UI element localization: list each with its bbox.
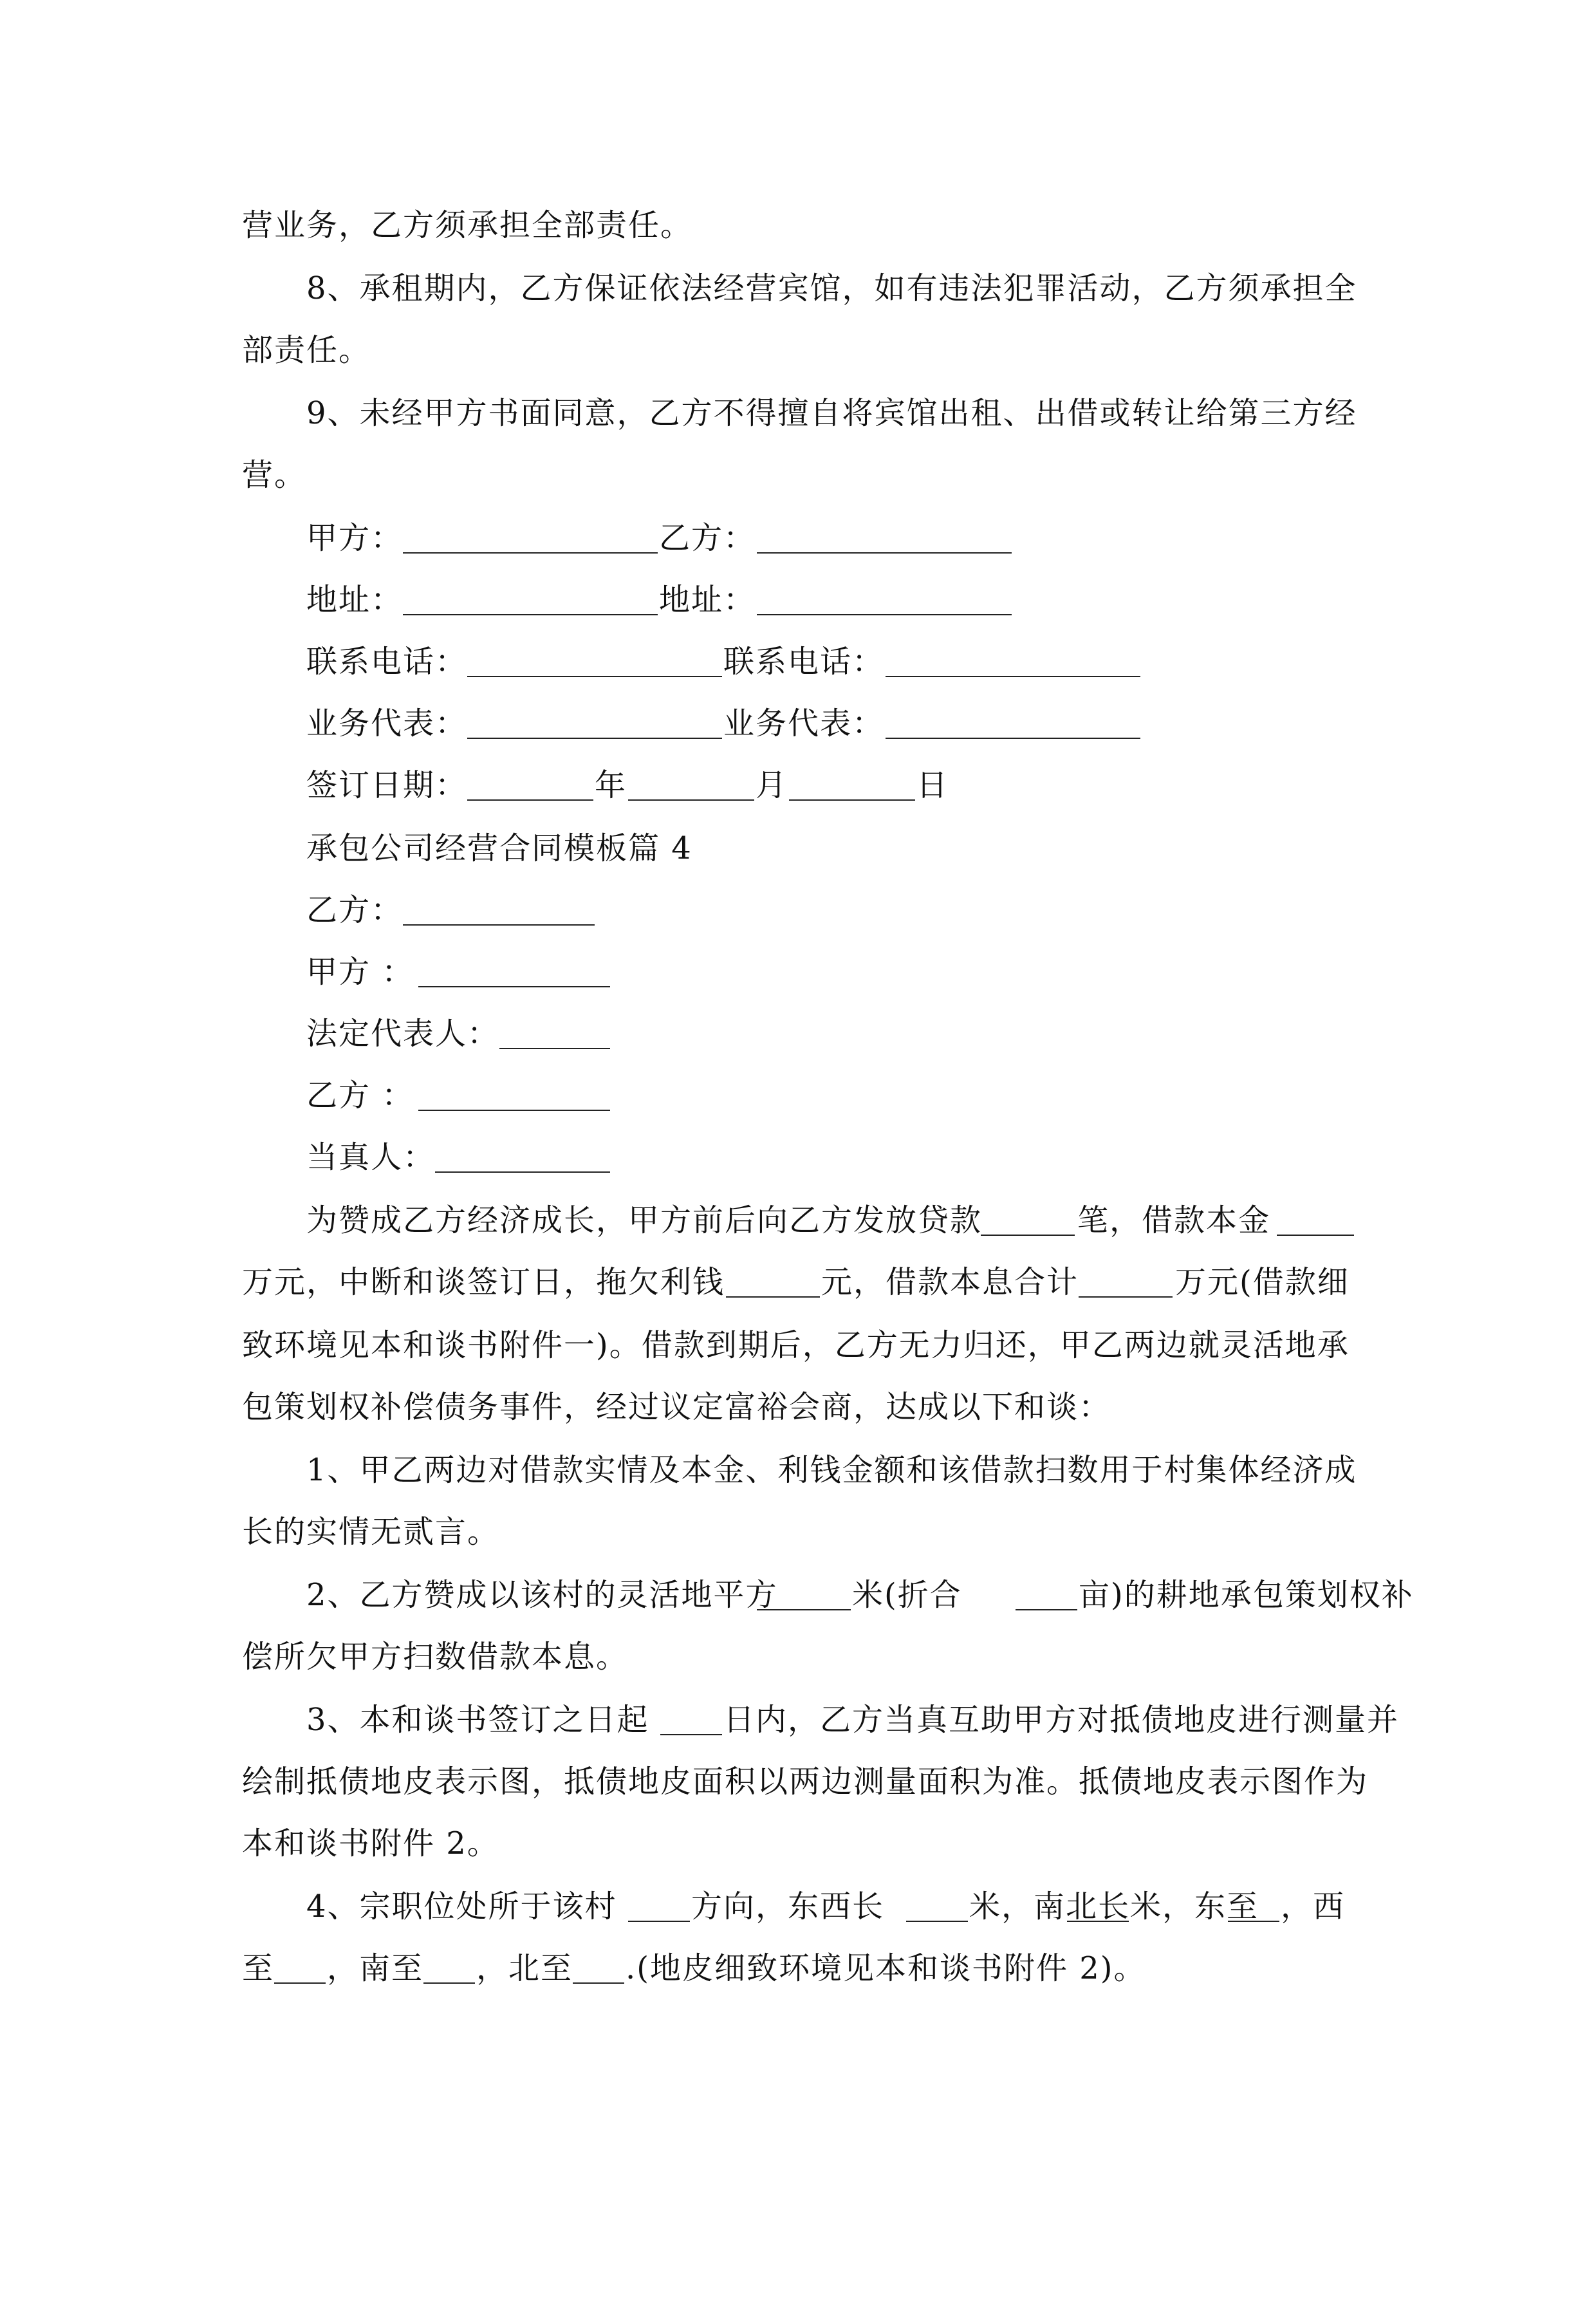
- text-line: [242, 206, 692, 245]
- signature-address-row: [306, 581, 1207, 619]
- phone-b-label: 联系电话：: [723, 644, 885, 680]
- clause-8: [306, 269, 1357, 308]
- month-label: 月: [756, 767, 788, 803]
- text: 米(折合: [852, 1577, 962, 1613]
- party-row: [306, 1076, 692, 1115]
- text: 万元，中断和谈签订日，拖欠利钱: [242, 1264, 725, 1300]
- text: 米，南北长: [969, 1888, 1131, 1925]
- text: 1、甲乙两边对借款实情及本金、利钱金额和该借款扫数用于村集体经济成: [306, 1452, 1357, 1488]
- text-line: [242, 1513, 499, 1551]
- text: 方向，东西长: [691, 1888, 885, 1925]
- direction-blank[interactable]: [628, 1892, 690, 1922]
- party-label: 甲方 ：: [306, 954, 414, 990]
- phone-a-label: 联系电话：: [306, 644, 468, 680]
- text: 本和谈书附件 2。: [242, 1825, 499, 1861]
- party-blank[interactable]: [403, 896, 595, 926]
- text-line: [242, 1824, 499, 1863]
- text-line: [242, 1326, 1350, 1365]
- text: 营。: [242, 457, 307, 493]
- item-4: [306, 1887, 1355, 1926]
- area-blank[interactable]: [757, 1581, 851, 1610]
- year-label: 年: [595, 767, 627, 803]
- party-blank[interactable]: [418, 958, 610, 987]
- east-blank[interactable]: [1228, 1892, 1279, 1922]
- party-label: 当真人：: [306, 1139, 436, 1175]
- clause-9: [306, 394, 1357, 433]
- count-blank[interactable]: [981, 1206, 1075, 1236]
- party-blank[interactable]: [499, 1020, 610, 1049]
- party-blank[interactable]: [435, 1143, 610, 1173]
- party-row: [306, 1138, 692, 1177]
- text: 致环境见本和谈书附件一)。借款到期后，乙方无力归还，甲乙两边就灵活地承: [242, 1327, 1350, 1363]
- west-blank[interactable]: [274, 1954, 326, 1984]
- party-row: [306, 953, 692, 991]
- text: 至: [242, 1950, 275, 1986]
- party-label: 法定代表人：: [306, 1016, 500, 1052]
- principal-blank[interactable]: [1277, 1206, 1354, 1236]
- day-label: 日: [916, 767, 949, 803]
- text: 包策划权补偿债务事件，经过议定富裕会商，达成以下和谈：: [242, 1389, 1111, 1425]
- text: 偿所欠甲方扫数借款本息。: [242, 1639, 629, 1675]
- text: 8、承租期内，乙方保证依法经营宾馆，如有违法犯罪活动，乙方须承担全: [306, 270, 1357, 306]
- ew-length-blank[interactable]: [906, 1892, 968, 1922]
- text: 承包公司经营合同模板篇 4: [306, 830, 692, 866]
- party-b-label: 乙方：: [659, 520, 756, 556]
- interest-blank[interactable]: [726, 1268, 820, 1298]
- total-blank[interactable]: [1079, 1268, 1173, 1298]
- ns-length-blank[interactable]: [1067, 1892, 1129, 1922]
- text: 米，东至: [1130, 1888, 1259, 1925]
- address-a-blank[interactable]: [403, 586, 658, 615]
- text: 2、乙方赞成以该村的灵活地平方: [306, 1577, 778, 1613]
- party-row: [306, 1014, 692, 1053]
- signature-rep-row: [306, 704, 1207, 743]
- item-3: [306, 1701, 1400, 1739]
- text: 元，借款本息合计: [821, 1264, 1079, 1300]
- signature-date-row: [306, 766, 1207, 805]
- phone-b-blank[interactable]: [886, 648, 1140, 677]
- text-line: [242, 1637, 628, 1676]
- text: 4、宗职位处所于该村: [306, 1888, 617, 1925]
- text: 万元(借款细: [1175, 1264, 1350, 1300]
- year-blank[interactable]: [467, 771, 593, 801]
- text: 笔，借款本金: [1077, 1202, 1271, 1238]
- party-blank[interactable]: [418, 1081, 610, 1111]
- text: 为赞成乙方经济成长，甲方前后向乙方发放贷款: [306, 1202, 983, 1238]
- text: 3、本和谈书签订之日起: [306, 1702, 649, 1738]
- party-a-label: 甲方：: [306, 520, 404, 556]
- item-2: [306, 1576, 1414, 1614]
- item-4-cont: [242, 1949, 1355, 1988]
- party-label: 乙方 ：: [306, 1077, 414, 1114]
- month-blank[interactable]: [628, 771, 754, 801]
- text: .(地皮细致环境见本和谈书附件 2)。: [626, 1950, 1146, 1986]
- text-line: [242, 1762, 1368, 1801]
- address-b-blank[interactable]: [757, 586, 1012, 615]
- phone-a-blank[interactable]: [467, 648, 722, 677]
- day-blank[interactable]: [789, 771, 915, 801]
- date-label: 签订日期：: [306, 767, 468, 803]
- rep-b-label: 业务代表：: [723, 705, 885, 741]
- address-a-label: 地址：: [306, 582, 404, 618]
- party-a-blank[interactable]: [403, 524, 658, 554]
- intro-line-2: [242, 1263, 1355, 1301]
- mu-blank[interactable]: [1016, 1581, 1077, 1610]
- south-blank[interactable]: [423, 1954, 475, 1984]
- intro-line-1: [306, 1201, 1355, 1240]
- rep-b-blank[interactable]: [886, 709, 1140, 739]
- north-blank[interactable]: [573, 1954, 624, 1984]
- text: 营业务，乙方须承担全部责任。: [242, 207, 693, 243]
- text: 部责任。: [242, 332, 371, 368]
- days-blank[interactable]: [660, 1706, 722, 1735]
- item-1: [306, 1451, 1357, 1489]
- text: 亩)的耕地承包策划权补: [1079, 1577, 1414, 1613]
- text-line: [242, 456, 306, 494]
- address-b-label: 地址：: [659, 582, 756, 618]
- rep-a-blank[interactable]: [467, 709, 722, 739]
- signature-phone-row: [306, 642, 1207, 681]
- text: 长的实情无贰言。: [242, 1514, 500, 1550]
- party-label: 乙方：: [306, 892, 404, 928]
- party-b-blank[interactable]: [757, 524, 1012, 554]
- text: ，南至: [327, 1950, 424, 1986]
- text-line: [242, 1388, 1111, 1426]
- text-line: [242, 331, 371, 369]
- text: 绘制抵债地皮表示图，抵债地皮面积以两边测量面积为准。抵债地皮表示图作为: [242, 1764, 1369, 1800]
- section-title: [306, 829, 692, 868]
- text: ，西: [1281, 1888, 1346, 1925]
- signature-party-row: [306, 519, 1207, 557]
- text: 9、未经甲方书面同意，乙方不得擅自将宾馆出租、出借或转让给第三方经: [306, 395, 1357, 431]
- rep-a-label: 业务代表：: [306, 705, 468, 741]
- text: ，北至: [476, 1950, 573, 1986]
- party-row: [306, 891, 692, 929]
- text: 日内，乙方当真互助甲方对抵债地皮进行测量并: [723, 1702, 1400, 1738]
